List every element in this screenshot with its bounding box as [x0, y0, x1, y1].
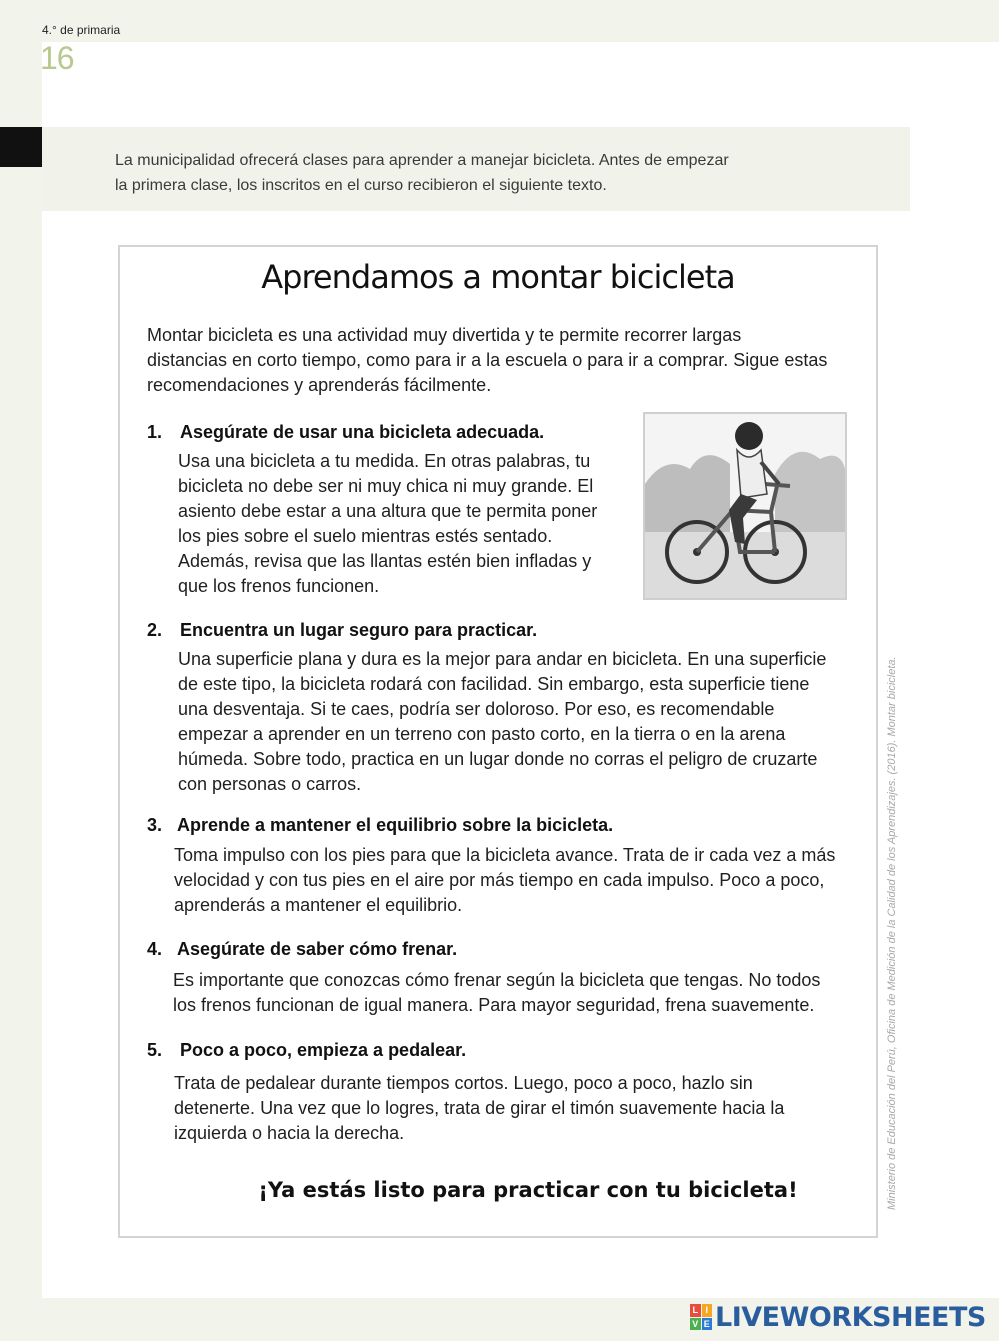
step-heading-text: Poco a poco, empieza a pedalear.	[180, 1040, 467, 1060]
step-number: 5.	[147, 1040, 163, 1060]
step-body-3	[174, 843, 848, 918]
paragraph-line: Usa una bicicleta a tu medida. En otras palabras, tu	[178, 451, 591, 471]
step-body-4	[173, 968, 848, 1018]
step-number: 1.	[147, 422, 163, 442]
paragraph-line: los frenos funcionan de igual manera. Para mayor seguridad, frena suavemente.	[173, 995, 815, 1015]
paragraph-line: detenerte. Una vez que lo logres, trata de girar el timón suavemente hacia la	[174, 1098, 785, 1118]
step-number: 2.	[147, 620, 163, 640]
liveworksheets-logo[interactable]	[690, 1300, 986, 1334]
paragraph-line: los pies sobre el suelo mientras estés sentado.	[178, 526, 553, 546]
brand-mark-letter: V	[690, 1318, 701, 1331]
paragraph-line: velocidad y con tus pies en el aire por más tiempo en cada impulso. Poco a poco,	[174, 870, 825, 890]
paragraph-line: una desventaja. Si te caes, podría ser doloroso. Por eso, es recomendable	[178, 699, 775, 719]
step-heading-3	[147, 815, 613, 836]
brand-mark-letter: E	[702, 1318, 713, 1331]
closing-sentence: ¡Ya estás listo para practicar con tu bicicleta!	[258, 1178, 798, 1202]
paragraph-line: bicicleta no debe ser ni muy chica ni muy grande. El	[178, 476, 594, 496]
paragraph-line: Además, revisa que las llantas estén bien infladas y	[178, 551, 592, 571]
girl-on-bicycle-illustration	[643, 412, 847, 600]
step-heading-text: Encuentra un lugar seguro para practicar.	[180, 620, 538, 640]
paragraph-line: izquierda o hacia la derecha.	[174, 1123, 405, 1143]
step-heading-4	[147, 939, 457, 960]
paragraph-line: recomendaciones y aprenderás fácilmente.	[147, 375, 492, 395]
brand-mark-letter: I	[702, 1304, 713, 1317]
step-heading-text: Aprende a mantener el equilibrio sobre la bicicleta.	[177, 815, 614, 835]
step-number: 3.	[147, 815, 163, 835]
step-heading-2	[147, 620, 537, 641]
bicycle-drawing	[645, 414, 845, 598]
step-heading-5	[147, 1040, 466, 1061]
paragraph-line: empezar a aprender en un terreno con pasto corto, en la tierra o en la arena	[178, 724, 786, 744]
grade-label: 4.° de primaria	[42, 23, 121, 37]
step-heading-text: Asegúrate de usar una bicicleta adecuada.	[180, 422, 545, 442]
paragraph-line: con personas o carros.	[178, 774, 362, 794]
paragraph-line: Una superficie plana y dura es la mejor para andar en bicicleta. En una superficie	[178, 649, 827, 669]
paragraph-line: Montar bicicleta es una actividad muy divertida y te permite recorrer largas	[147, 325, 742, 345]
step-number: 4.	[147, 939, 163, 959]
paragraph-line: Es importante que conozcas cómo frenar según la bicicleta que tengas. No todos	[173, 970, 821, 990]
step-heading-1	[147, 422, 544, 443]
paragraph-line: húmeda. Sobre todo, practica en un lugar donde no corras el peligro de cruzarte	[178, 749, 818, 769]
brand-name: LIVEWORKSHEETS	[715, 1301, 986, 1333]
section-tab-marker	[0, 127, 42, 167]
paragraph-line: asiento debe estar a una altura que te permita poner	[178, 501, 598, 521]
step-body-2	[178, 647, 848, 797]
intro-line: La municipalidad ofrecerá clases para aprender a manejar bicicleta. Antes de empezar	[115, 152, 729, 169]
brand-mark-letter: L	[690, 1304, 701, 1317]
reading-intro-paragraph	[147, 323, 849, 398]
source-credit: Ministerio de Educación del Perú, Oficina de Medición de la Calidad de los Aprendizajes. (2016). Montar bicicleta.	[886, 656, 898, 1210]
brand-mark-icon	[690, 1304, 712, 1330]
reading-title: Aprendamos a montar bicicleta	[261, 258, 735, 296]
paragraph-line: distancias en corto tiempo, como para ir a la escuela o para ir a comprar. Sigue estas	[147, 350, 828, 370]
step-body-1	[178, 449, 615, 599]
paragraph-line: de este tipo, la bicicleta rodará con facilidad. Sin embargo, esta superficie tiene	[178, 674, 810, 694]
step-heading-text: Asegúrate de saber cómo frenar.	[177, 939, 458, 959]
step-body-5	[174, 1071, 848, 1146]
paragraph-line: Toma impulso con los pies para que la bicicleta avance. Trata de ir cada vez a más	[174, 845, 836, 865]
intro-line: la primera clase, los inscritos en el curso recibieron el siguiente texto.	[115, 177, 607, 194]
page-number: 16	[40, 40, 74, 76]
paragraph-line: aprenderás a mantener el equilibrio.	[174, 895, 463, 915]
paragraph-line: que los frenos funcionen.	[178, 576, 380, 596]
intro-text	[115, 148, 835, 198]
paragraph-line: Trata de pedalear durante tiempos cortos. Luego, poco a poco, hazlo sin	[174, 1073, 753, 1093]
